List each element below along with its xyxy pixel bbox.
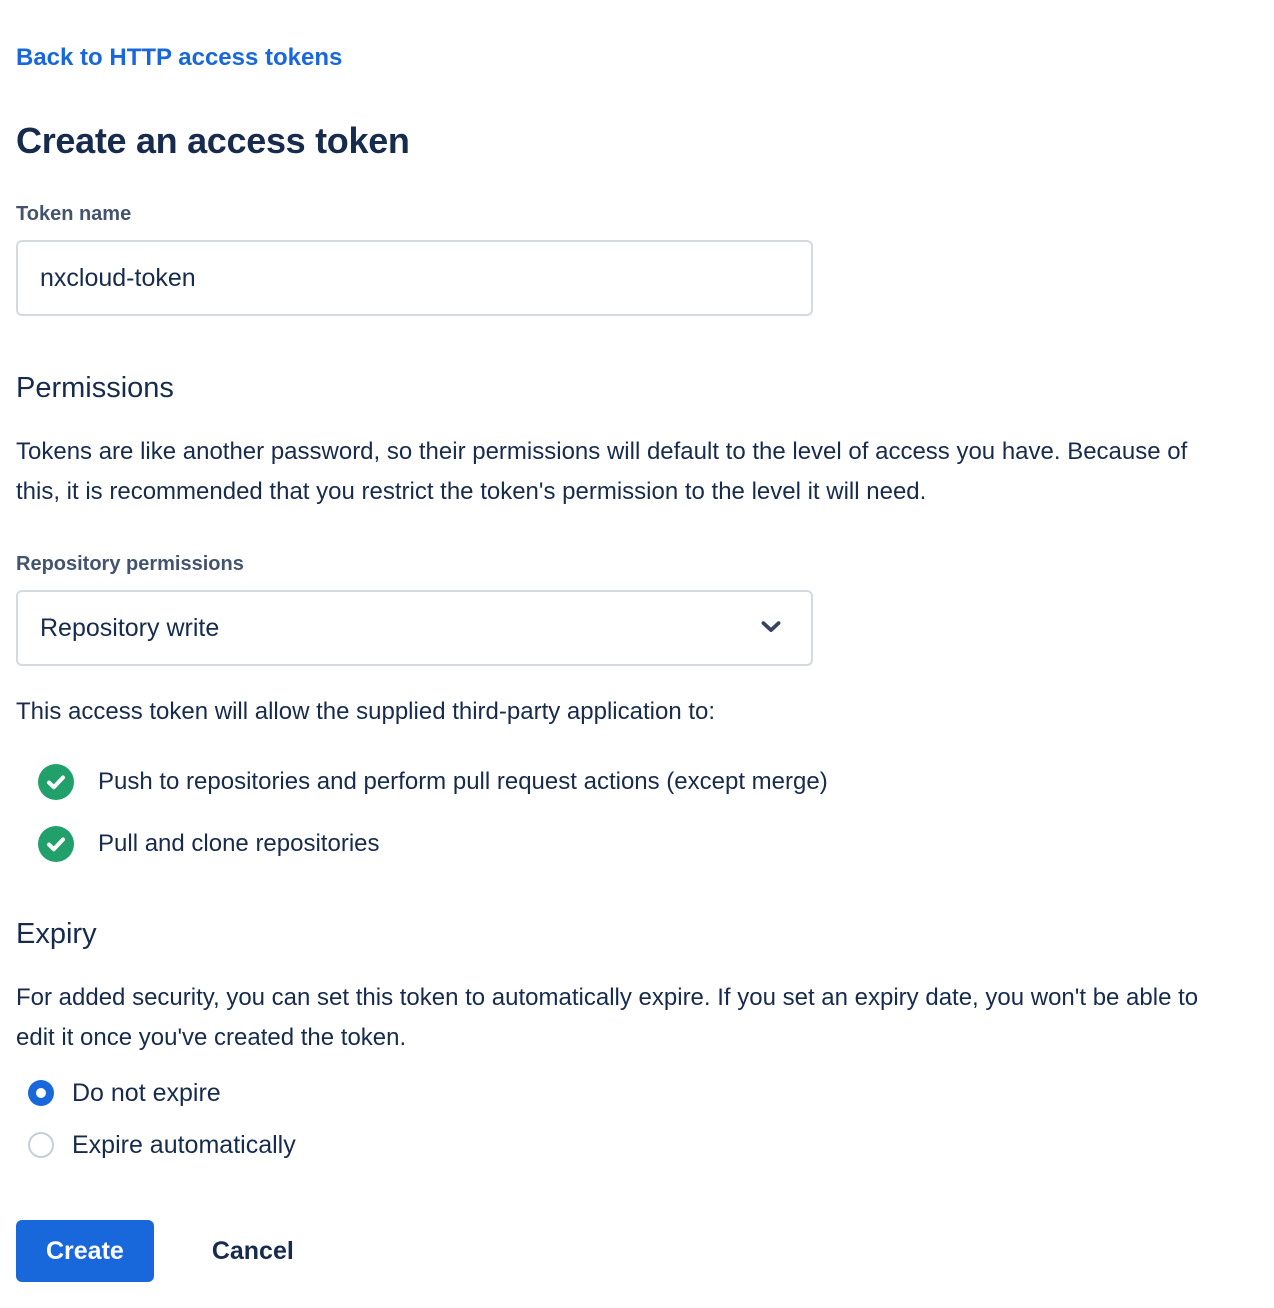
- expiry-radio-group: [16, 1078, 1258, 1160]
- permissions-heading: Permissions: [16, 372, 174, 404]
- capability-text: Pull and clone repositories: [98, 830, 380, 857]
- back-to-http-access-tokens-link[interactable]: Back to HTTP access tokens: [16, 44, 343, 71]
- allow-intro-text: This access token will allow the supplied third-party application to:: [16, 698, 716, 725]
- permissions-description: Tokens are like another password, so their permissions will default to the level of access you have. Because of this, it is recommended that you restrict the token's permission to the level it will need.: [16, 438, 1188, 505]
- radio-expire-automatically[interactable]: [28, 1130, 1258, 1160]
- chevron-down-icon: [757, 612, 785, 645]
- expiry-heading: Expiry: [16, 918, 97, 950]
- repository-permissions-select[interactable]: [16, 590, 813, 666]
- repository-permissions-selected-value: Repository write: [40, 613, 220, 642]
- create-button[interactable]: Create: [16, 1220, 154, 1282]
- check-icon: [38, 764, 74, 800]
- token-name-input[interactable]: [16, 240, 813, 316]
- capability-item-push: [38, 764, 1258, 800]
- token-name-label: Token name: [16, 203, 132, 225]
- capability-item-pull: [38, 826, 1258, 862]
- page-title: Create an access token: [16, 120, 410, 161]
- capability-text: Push to repositories and perform pull request actions (except merge): [98, 768, 828, 795]
- radio-label: Do not expire: [72, 1079, 221, 1107]
- check-icon: [38, 826, 74, 862]
- capability-list: [16, 764, 1258, 862]
- repository-permissions-label: Repository permissions: [16, 553, 244, 575]
- radio-unselected-icon[interactable]: [28, 1132, 54, 1158]
- radio-label: Expire automatically: [72, 1131, 296, 1159]
- radio-selected-icon[interactable]: [28, 1080, 54, 1106]
- expiry-description: For added security, you can set this token to automatically expire. If you set an expiry date, you won't be able to edit it once you've created the token.: [16, 984, 1199, 1051]
- cancel-button[interactable]: Cancel: [211, 1236, 294, 1265]
- form-actions: [16, 1220, 1258, 1282]
- radio-do-not-expire[interactable]: [28, 1078, 1258, 1108]
